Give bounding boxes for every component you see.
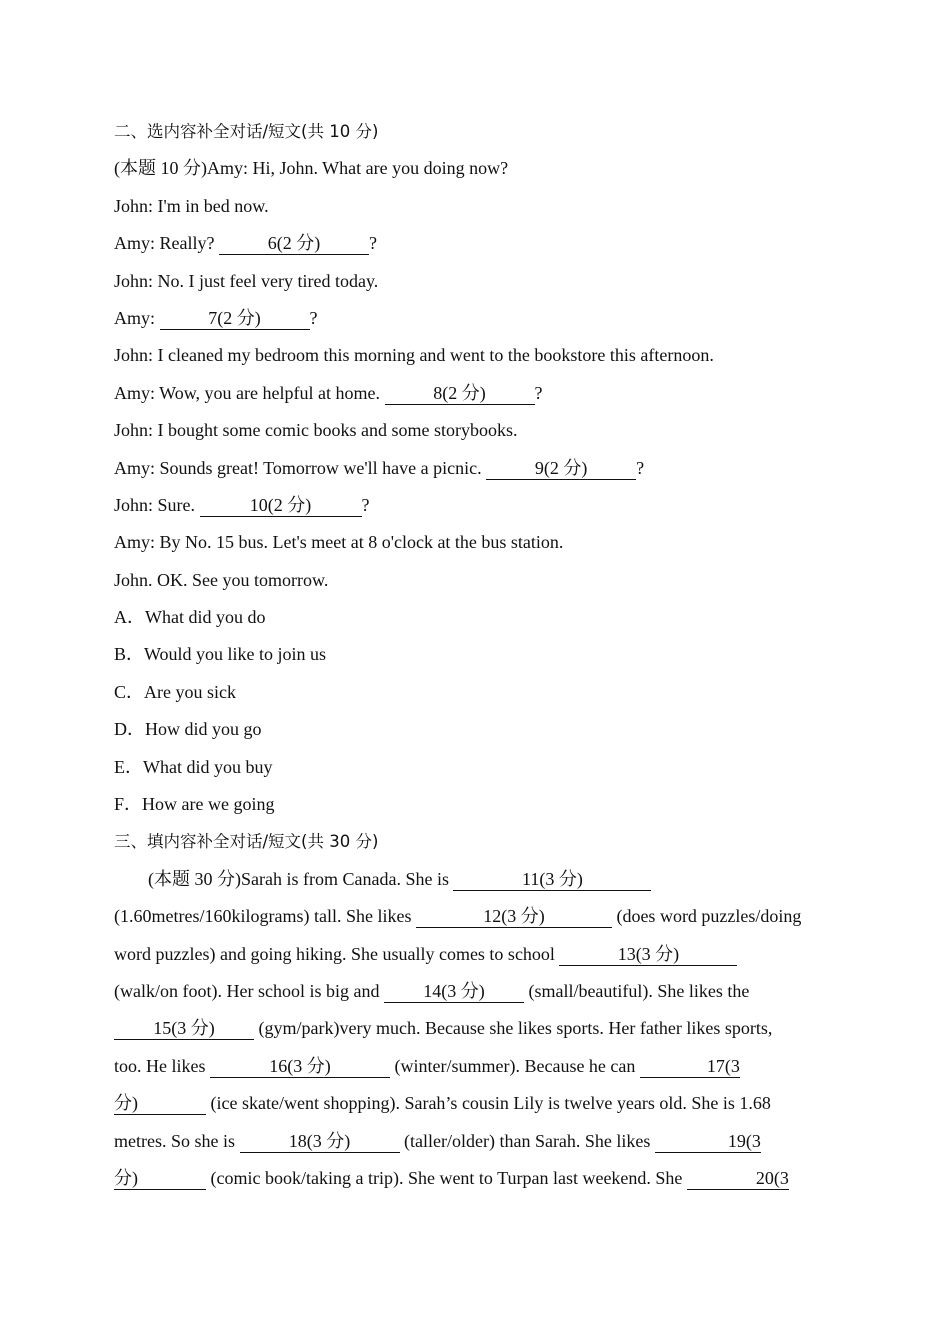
option-b: B．Would you like to join us	[114, 644, 327, 665]
blank-14[interactable]: 14(3 分)	[384, 980, 524, 1003]
section-3-heading: 三、填内容补全对话/短文(共 30 分)	[114, 832, 379, 852]
passage-line: 15(3 分) (gym/park)very much. Because she likes sports. Her father likes sports,	[114, 1010, 844, 1047]
option-d: D．How did you go	[114, 719, 262, 740]
dialogue-line: John: No. I just feel very tired today.	[114, 270, 379, 291]
dialogue-line: John: I cleaned my bedroom this morning and went to the bookstore this afternoon.	[114, 345, 714, 366]
blank-10[interactable]: 10(2 分)	[200, 494, 362, 517]
dialogue-line: (本题 10 分)Amy: Hi, John. What are you doing now?	[114, 158, 509, 179]
dialogue-line: John: I'm in bed now.	[114, 195, 269, 216]
passage-line: word puzzles) and going hiking. She usually comes to school 13(3 分)	[114, 936, 844, 973]
dialogue-line: John: Sure. 10(2 分) ?	[114, 494, 370, 515]
passage-line: 分) (comic book/taking a trip). She went to Turpan last weekend. She 20(3	[114, 1167, 789, 1188]
worksheet-page	[114, 113, 844, 1197]
blank-6[interactable]: 6(2 分)	[219, 232, 369, 255]
passage-line: (本题 30 分)Sarah is from Canada. She is 11(3 分)	[114, 861, 844, 898]
dialogue-line: Amy: 7(2 分) ?	[114, 307, 318, 328]
dialogue-line: John. OK. See you tomorrow.	[114, 569, 329, 590]
dialogue-line: Amy: Really? 6(2 分) ?	[114, 233, 377, 254]
passage-line: 分) (ice skate/went shopping). Sarah’s cousin Lily is twelve years old. She is 1.68	[114, 1093, 771, 1114]
blank-12[interactable]: 12(3 分)	[416, 905, 612, 928]
option-e: E．What did you buy	[114, 756, 273, 777]
dialogue-line: Amy: By No. 15 bus. Let's meet at 8 o'clock at the bus station.	[114, 532, 564, 553]
blank-15[interactable]: 15(3 分)	[114, 1017, 254, 1040]
option-c: C．Are you sick	[114, 681, 236, 702]
dialogue-line: John: I bought some comic books and some storybooks.	[114, 420, 518, 441]
blank-17-cont[interactable]: 分)	[114, 1092, 206, 1115]
passage-line: (1.60metres/160kilograms) tall. She likes 12(3 分) (does word puzzles/doing	[114, 906, 802, 927]
blank-16[interactable]: 16(3 分)	[210, 1055, 390, 1078]
blank-17[interactable]: 17(3	[640, 1055, 740, 1078]
passage-line: (walk/on foot). Her school is big and 14(3 分) (small/beautiful). She likes the	[114, 980, 750, 1001]
blank-9[interactable]: 9(2 分)	[486, 457, 636, 480]
blank-19[interactable]: 19(3	[655, 1130, 761, 1153]
option-a: A．What did you do	[114, 607, 266, 628]
option-f: F．How are we going	[114, 794, 275, 815]
blank-19-cont[interactable]: 分)	[114, 1167, 206, 1190]
blank-7[interactable]: 7(2 分)	[160, 307, 310, 330]
passage-line: too. He likes 16(3 分) (winter/summer). Because he can 17(3	[114, 1055, 740, 1076]
dialogue-line: Amy: Wow, you are helpful at home. 8(2 分) ?	[114, 382, 543, 403]
blank-11[interactable]: 11(3 分)	[453, 868, 651, 891]
blank-20[interactable]: 20(3	[687, 1167, 789, 1190]
blank-13[interactable]: 13(3 分)	[559, 943, 737, 966]
blank-8[interactable]: 8(2 分)	[385, 382, 535, 405]
dialogue-line: Amy: Sounds great! Tomorrow we'll have a picnic. 9(2 分) ?	[114, 457, 645, 478]
section-2-heading: 二、选内容补全对话/短文(共 10 分)	[114, 122, 379, 141]
passage-line: metres. So she is 18(3 分) (taller/older) than Sarah. She likes 19(3	[114, 1130, 761, 1151]
blank-18[interactable]: 18(3 分)	[240, 1130, 400, 1153]
